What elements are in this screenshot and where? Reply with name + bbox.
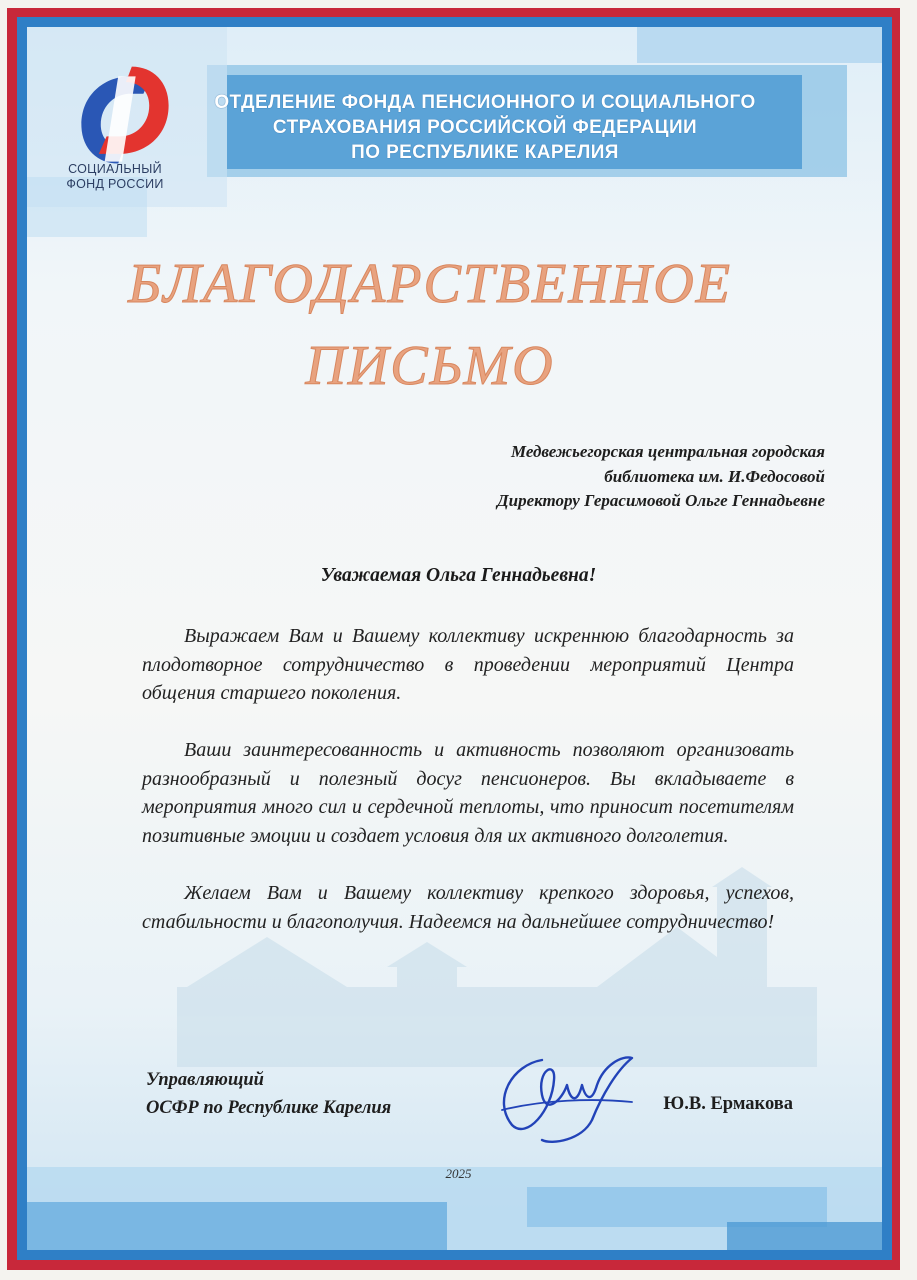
addressee-line1: Медвежьегорская центральная городская xyxy=(510,442,825,461)
logo-text-line1: СОЦИАЛЬНЫЙ xyxy=(68,162,162,176)
signatory-position xyxy=(146,1066,391,1122)
logo-caption xyxy=(45,162,185,192)
signatory-position-line1: Управляющий xyxy=(146,1070,264,1090)
header-decor-block xyxy=(637,27,882,63)
handwritten-signature xyxy=(482,1040,642,1150)
signatory-name: Ю.В. Ермакова xyxy=(663,1094,793,1114)
footer-decor-block xyxy=(27,1202,447,1250)
body-paragraph: Ваши заинтересованность и активность позволяют организовать разнообразный и полезный досуг пенсионеров. Вы вкладываете в мероприятия много сил и сердечной теплоты, что приносит посетителям позитивные эмоции и создает условия для их активного долголетия. xyxy=(142,739,794,847)
greeting: Уважаемая Ольга Геннадьевна! xyxy=(320,565,597,586)
organization-line2: СТРАХОВАНИЯ РОССИЙСКОЙ ФЕДЕРАЦИИ xyxy=(272,117,698,138)
organization-header xyxy=(190,90,780,165)
body-paragraph: Выражаем Вам и Вашему коллективу искреннюю благодарность за плодотворное сотрудничество в проведении мероприятий Центра общения старшего поколения. xyxy=(142,625,794,704)
document-year: 2025 xyxy=(445,1166,472,1181)
footer-decor-block xyxy=(727,1222,882,1250)
signatory-position-line2: ОСФР по Республике Карелия xyxy=(146,1098,392,1118)
footer-decor-block xyxy=(527,1187,827,1227)
addressee-line3: Директору Герасимовой Ольге Геннадьевне xyxy=(497,491,825,510)
document-title-line2: ПИСЬМО xyxy=(305,335,555,397)
document-title-line1: БЛАГОДАРСТВЕННОЕ xyxy=(128,253,732,315)
logo-text-line2: ФОНД РОССИИ xyxy=(66,177,164,191)
addressee-line2: библиотека им. И.Федосовой xyxy=(604,466,825,486)
addressee-block xyxy=(305,440,825,514)
body-paragraph: Желаем Вам и Вашему коллективу крепкого здоровья, успехов, стабильности и благополучия. Надеемся на дальнейшее сотрудничество! xyxy=(142,882,794,933)
organization-line1: ОТДЕЛЕНИЕ ФОНДА ПЕНСИОННОГО И СОЦИАЛЬНОГО xyxy=(214,92,756,113)
organization-line3: ПО РЕСПУБЛИКЕ КАРЕЛИЯ xyxy=(351,142,619,163)
